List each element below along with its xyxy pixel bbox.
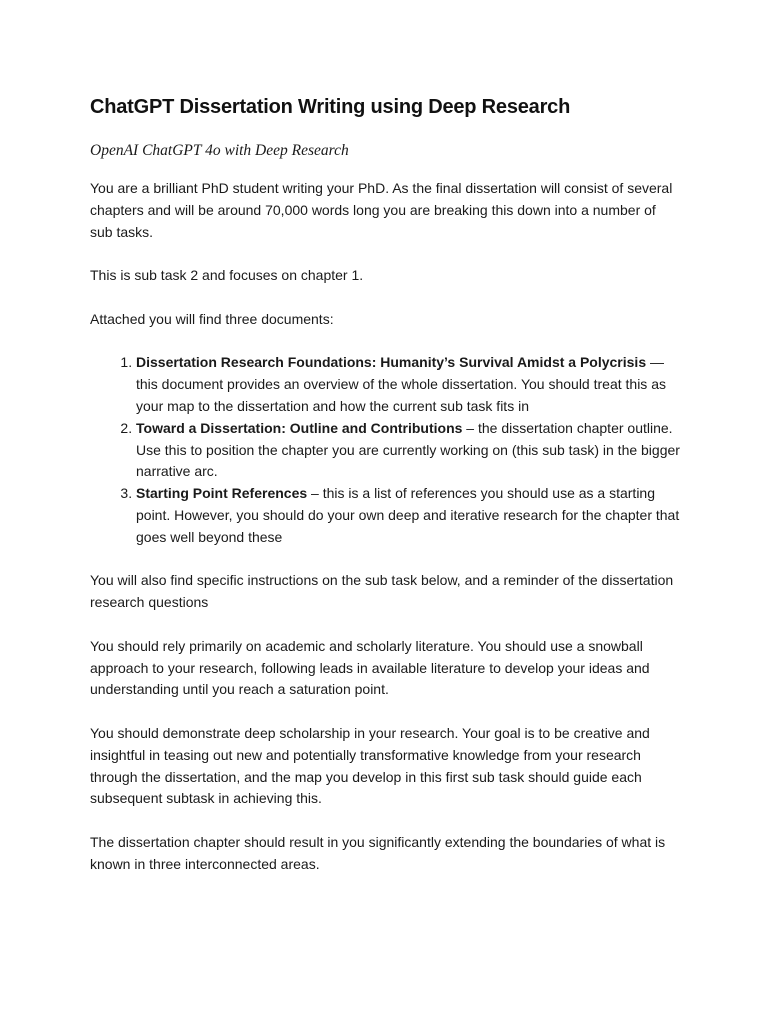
list-item-text: – the dissertation chapter outline. Use this to position the chapter you are currently working on (this sub task) in the bigger narrative arc. [136,419,680,480]
paragraph-instructions: You will also find specific instructions on the sub task below, and a reminder of the dissertation research questions [90,572,674,611]
list-item-title: Starting Point References [136,485,308,502]
list-item-text: — this document provides an overview of the whole dissertation. You should treat this as your map to the dissertation and how the current sub task fits in [136,354,666,414]
list-item [136,352,682,417]
paragraph-literature: You should rely primarily on academic and scholarly literature. You should use a snowball approach to your research, following leads in available literature to develop your ideas and understanding until you reach a saturation point. [90,637,650,698]
list-item-text: – this is a list of references you should use as a starting point. However, you should do your own deep and iterative research for the chapter that goes well beyond these [136,485,680,545]
list-item-title: Toward a Dissertation: Outline and Contributions [136,419,463,436]
paragraph-subtask: This is sub task 2 and focuses on chapter 1. [90,267,364,284]
documents-list [90,352,682,548]
paragraph-scholarship: You should demonstrate deep scholarship in your research. Your goal is to be creative and insightful in teasing out new and potentially transformative knowledge from your research through the dissertation, and the map you develop in this first sub task should guide each subsequent subtask in achieving this. [90,724,650,807]
document-page [90,94,682,897]
paragraph-attached: Attached you will find three documents: [90,310,334,327]
list-item [136,418,682,483]
document-title: ChatGPT Dissertation Writing using Deep Research [90,96,571,118]
list-item-title: Dissertation Research Foundations: Humanity’s Survival Amidst a Polycrisis [136,354,647,371]
list-item [136,483,682,548]
document-subtitle: OpenAI ChatGPT 4o with Deep Research [90,142,349,159]
paragraph-intro: You are a brilliant PhD student writing your PhD. As the final dissertation will consist of several chapters and will be around 70,000 words long you are breaking this down into a number of sub tasks. [90,180,673,240]
paragraph-boundaries: The dissertation chapter should result in you significantly extending the boundaries of what is known in three interconnected areas. [90,833,666,872]
